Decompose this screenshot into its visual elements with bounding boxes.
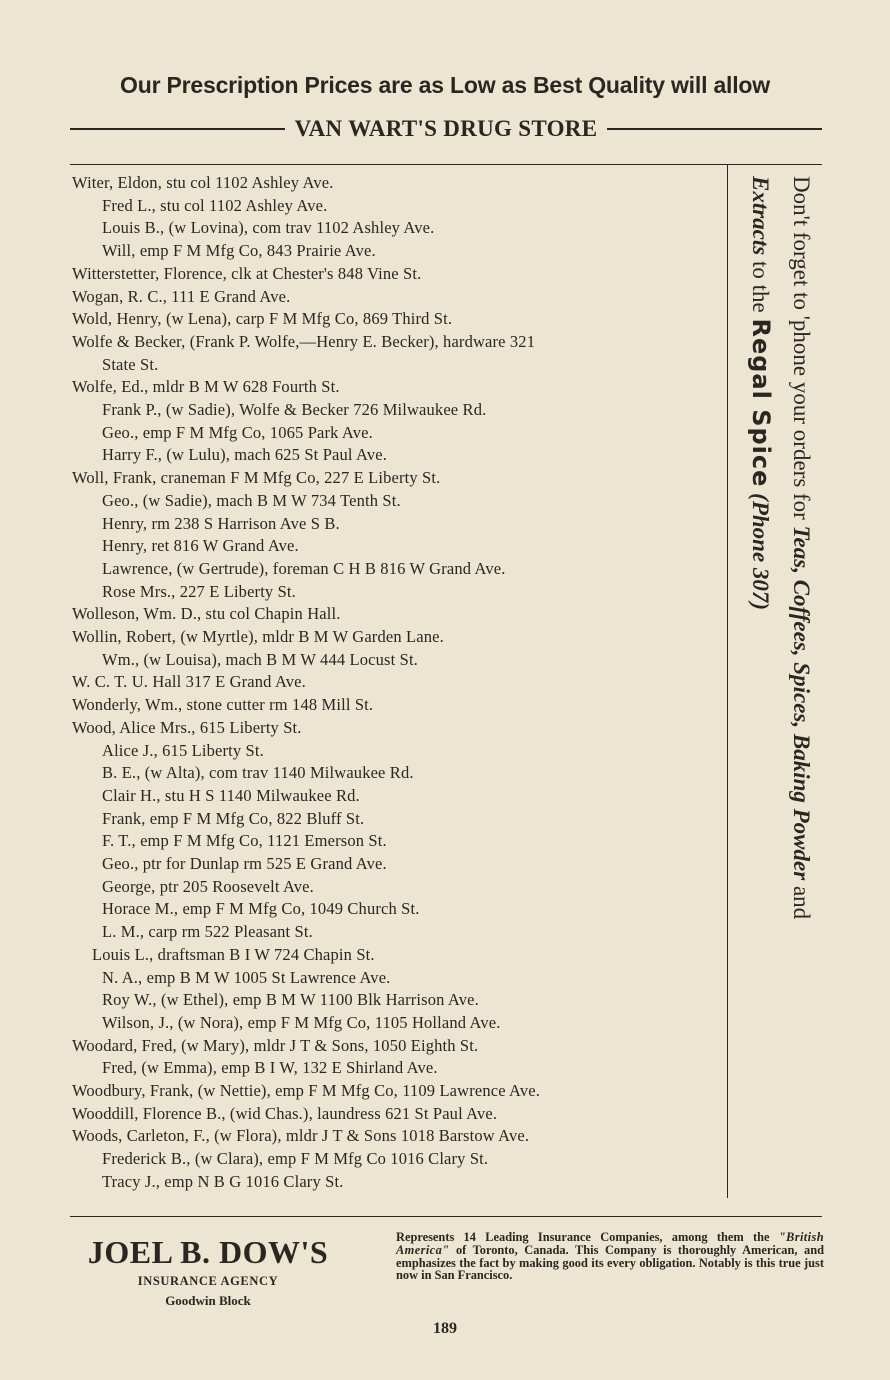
directory-subentry: Frank, emp F M Mfg Co, 822 Bluff St.	[102, 808, 365, 828]
directory-subentry: Will, emp F M Mfg Co, 843 Prairie Ave.	[102, 241, 376, 261]
directory-entry: Woodard, Fred, (w Mary), mldr J T & Sons, 1050 Eighth St.	[72, 1035, 479, 1055]
insurance-ad-text	[396, 1231, 824, 1282]
directory-subentry: Horace M., emp F M Mfg Co, 1049 Church St.	[102, 899, 420, 919]
side-ad-line-2	[745, 176, 776, 1198]
insurance-ad-text-2: of Toronto, Canada. This Company is thoroughly American, and emphasizes the fact by making good its every obligation. Notably is this true just now in San Francisco.	[396, 1242, 824, 1283]
directory-entry: Wolleson, Wm. D., stu col Chapin Hall.	[72, 604, 341, 624]
directory-subentry: F. T., emp F M Mfg Co, 1121 Emerson St.	[102, 831, 387, 851]
directory-entry: Wolfe & Becker, (Frank P. Wolfe,—Henry E. Becker), hardware 321	[72, 331, 536, 351]
directory-subentry: Louis L., draftsman B I W 724 Chapin St.	[92, 944, 375, 964]
directory-subentry: B. E., (w Alta), com trav 1140 Milwaukee Rd.	[102, 763, 414, 783]
directory-subentry: Geo., emp F M Mfg Co, 1065 Park Ave.	[102, 422, 373, 442]
directory-subentry: Wilson, J., (w Nora), emp F M Mfg Co, 1105 Holland Ave.	[102, 1012, 501, 1032]
directory-entry: Witterstetter, Florence, clk at Chester's 848 Vine St.	[72, 263, 422, 283]
directory-subentry: Henry, rm 238 S Harrison Ave S B.	[102, 513, 340, 533]
column-divider	[727, 164, 728, 1198]
header-left-rule	[70, 128, 285, 130]
directory-subentry: Wm., (w Louisa), mach B M W 444 Locust St.	[102, 649, 418, 669]
directory-subentry: Rose Mrs., 227 E Liberty St.	[102, 581, 296, 601]
directory-subentry: George, ptr 205 Roosevelt Ave.	[102, 876, 314, 896]
directory-entry: Wold, Henry, (w Lena), carp F M Mfg Co, 869 Third St.	[72, 309, 453, 329]
directory-subentry: Fred, (w Emma), emp B I W, 132 E Shirland Ave.	[102, 1058, 438, 1078]
directory-subentry: L. M., carp rm 522 Pleasant St.	[102, 922, 313, 942]
insurance-ad-emphasis: "British America"	[396, 1230, 824, 1257]
agency-address: Goodwin Block	[165, 1293, 251, 1308]
side-ad-suffix: and	[789, 880, 814, 920]
header-store-banner	[70, 112, 822, 146]
bottom-divider	[70, 1216, 822, 1217]
directory-subentry: State St.	[102, 354, 159, 374]
side-ad-brand: Regal Spice	[747, 318, 775, 488]
directory-entry: Wonderly, Wm., stone cutter rm 148 Mill St.	[72, 695, 374, 715]
agency-name: JOEL B. DOW'S	[87, 1234, 329, 1270]
side-advertisement	[736, 176, 822, 1198]
directory-subentry: Louis B., (w Lovina), com trav 1102 Ashley Ave.	[102, 218, 435, 238]
side-ad-extracts: Extracts	[748, 176, 773, 256]
insurance-agency-ad	[70, 1232, 346, 1309]
directory-entry: Wollin, Robert, (w Myrtle), mldr B M W Garden Lane.	[72, 627, 444, 646]
directory-entry: Wooddill, Florence B., (wid Chas.), laundress 621 St Paul Ave.	[72, 1103, 498, 1123]
side-ad-line-1	[786, 176, 816, 1198]
directory-subentry: Geo., (w Sadie), mach B M W 734 Tenth St.	[102, 490, 401, 510]
side-ad-rotated	[736, 176, 822, 1198]
directory-subentry: N. A., emp B M W 1005 St Lawrence Ave.	[102, 967, 391, 987]
page-number: 189	[433, 1320, 457, 1337]
directory-entry: Woods, Carleton, F., (w Flora), mldr J T & Sons 1018 Barstow Ave.	[72, 1126, 530, 1146]
directory-subentry: Lawrence, (w Gertrude), foreman C H B 816 W Grand Ave.	[102, 558, 506, 578]
directory-subentry: Frank P., (w Sadie), Wolfe & Becker 726 Milwaukee Rd.	[102, 400, 487, 419]
directory-subentry: Frederick B., (w Clara), emp F M Mfg Co 1016 Clary St.	[102, 1149, 489, 1169]
header-right-rule	[607, 128, 822, 130]
insurance-ad-text-1: Represents 14 Leading Insurance Companies, among them the	[396, 1230, 779, 1244]
directory-subentry: Geo., ptr for Dunlap rm 525 E Grand Ave.	[102, 854, 387, 873]
directory-entry: Witer, Eldon, stu col 1102 Ashley Ave.	[72, 173, 334, 192]
directory-entry: Wogan, R. C., 111 E Grand Ave.	[72, 286, 291, 306]
side-ad-prefix: Don't forget to 'phone your orders for	[789, 176, 814, 526]
directory-entry: W. C. T. U. Hall 317 E Grand Ave.	[72, 672, 306, 692]
header-tagline: Our Prescription Prices are as Low as Best Quality will allow	[120, 72, 770, 98]
directory-subentry: Roy W., (w Ethel), emp B M W 1100 Blk Harrison Ave.	[102, 990, 479, 1010]
side-ad-mid: to the	[748, 255, 773, 319]
directory-subentry: Fred L., stu col 1102 Ashley Ave.	[102, 195, 328, 215]
agency-type: INSURANCE AGENCY	[137, 1274, 279, 1288]
top-divider	[70, 164, 822, 165]
directory-subentry: Clair H., stu H S 1140 Milwaukee Rd.	[102, 785, 360, 805]
directory-entry: Woodbury, Frank, (w Nettie), emp F M Mfg Co, 1109 Lawrence Ave.	[72, 1081, 541, 1100]
side-ad-products: Teas, Coffees, Spices, Baking Powder	[789, 525, 814, 881]
directory-subentry: Henry, ret 816 W Grand Ave.	[102, 536, 299, 556]
directory-subentry: Tracy J., emp N B G 1016 Clary St.	[102, 1171, 344, 1191]
directory-entry: Woll, Frank, craneman F M Mfg Co, 227 E Liberty St.	[72, 468, 441, 488]
side-ad-phone: (Phone 307)	[748, 487, 773, 611]
directory-entry: Wood, Alice Mrs., 615 Liberty St.	[72, 717, 302, 737]
directory-entry: Wolfe, Ed., mldr B M W 628 Fourth St.	[72, 377, 340, 397]
directory-subentry: Alice J., 615 Liberty St.	[102, 740, 264, 760]
directory-subentry: Harry F., (w Lulu), mach 625 St Paul Ave.	[102, 445, 387, 465]
store-name: VAN WART'S DRUG STORE	[294, 116, 598, 141]
